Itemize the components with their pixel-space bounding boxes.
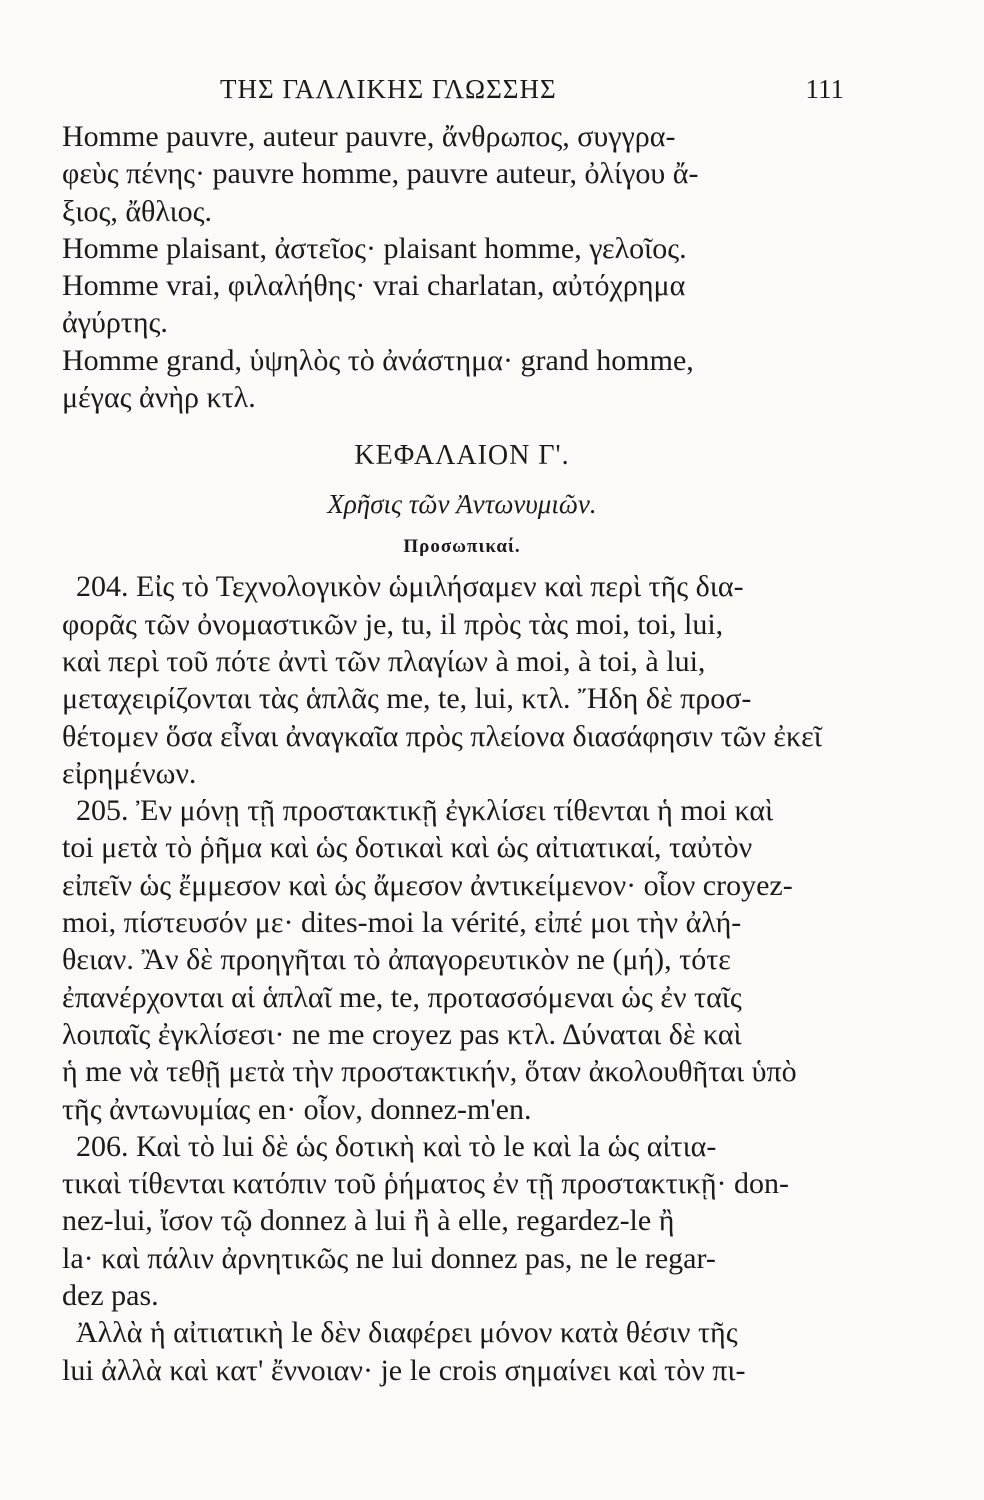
paragraph-205-line: 205. Ἐν μόνῃ τῇ προστακτικῇ ἐγκλίσει τίθενται ἡ moi καὶ bbox=[76, 794, 774, 828]
text-line: καὶ περὶ τοῦ πότε ἀντὶ τῶν πλαγίων à moi, à toi, à lui, bbox=[62, 644, 706, 678]
text-line: ἐπανέρχονται αἱ ἁπλαῖ me, te, προτασσόμεναι ὡς ἐν ταῖς bbox=[62, 980, 742, 1014]
text-line: ἡ me νὰ τεθῇ μετὰ τὴν προστακτικήν, ὅταν ἀκολουθῆται ὑπὸ bbox=[62, 1055, 797, 1089]
text-line: φορᾶς τῶν ὀνομαστικῶν je, tu, il πρὸς τὰς moi, toi, lui, bbox=[62, 607, 724, 641]
text-line: εἰπεῖν ὡς ἔμμεσον καὶ ὡς ἄμεσον ἀντικείμενον· οἷον croyez- bbox=[62, 868, 793, 902]
text-line: Homme plaisant, ἀστεῖος· plaisant homme, γελοῖος. bbox=[62, 231, 687, 265]
text-line: la· καὶ πάλιν ἀρνητικῶς ne lui donnez pas, ne le regar- bbox=[62, 1241, 716, 1275]
running-title: ΤΗΣ ΓΑΛΛΙΚΗΣ ΓΛΩΣΣΗΣ bbox=[220, 74, 557, 104]
text-line: θέτομεν ὅσα εἶναι ἀναγκαῖα πρὸς πλείονα διασάφησιν τῶν ἐκεῖ bbox=[62, 719, 822, 753]
text-line: θειαν. Ἂν δὲ προηγῆται τὸ ἀπαγορευτικὸν ne (μή), τότε bbox=[62, 943, 731, 977]
text-line: τικαὶ τίθενται κατόπιν τοῦ ῥήματος ἐν τῇ προστακτικῇ· don- bbox=[62, 1167, 789, 1201]
text-line: μέγας ἀνὴρ κτλ. bbox=[62, 381, 256, 415]
text-line: λοιπαῖς ἐγκλίσεσι· ne me croyez pas κτλ. Δύναται δὲ καὶ bbox=[62, 1017, 742, 1051]
text-line: ξιος, ἄθλιος. bbox=[62, 194, 213, 228]
section-heading: Προσωπικαί. bbox=[403, 536, 521, 558]
text-line: μεταχειρίζονται τὰς ἁπλᾶς me, te, lui, κτλ. Ἤδη δὲ προσ- bbox=[62, 682, 752, 716]
text-line: εἰρημένων. bbox=[62, 756, 197, 790]
chapter-subtitle: Χρῆσις τῶν Ἀντωνυμιῶν. bbox=[327, 489, 597, 520]
text-line: Homme grand, ὑψηλὸς τὸ ἀνάστημα· grand homme, bbox=[62, 343, 694, 377]
paragraph-204-line: 204. Εἰς τὸ Τεχνολογικὸν ὡμιλήσαμεν καὶ περὶ τῆς δια- bbox=[76, 570, 744, 604]
text-line: dez pas. bbox=[62, 1279, 159, 1313]
text-line: Homme vrai, φιλαλήθης· vrai charlatan, αὐτόχρημα bbox=[62, 269, 686, 303]
text-line: τῆς ἀντωνυμίας en· οἷον, donnez-m'en. bbox=[62, 1092, 532, 1126]
text-line: ἀγύρτης. bbox=[62, 306, 168, 340]
text-line: lui ἀλλὰ καὶ κατ' ἔννοιαν· je le crois σημαίνει καὶ τὸν πι- bbox=[62, 1353, 746, 1387]
text-line: Homme pauvre, auteur pauvre, ἄνθρωπος, συγγρα- bbox=[62, 120, 676, 153]
main-text-block bbox=[62, 568, 862, 1389]
paragraph-line: Ἀλλὰ ἡ αἰτιατικὴ le δὲν διαφέρει μόνον κατὰ θέσιν τῆς bbox=[76, 1316, 738, 1350]
intro-block bbox=[62, 118, 862, 416]
chapter-title: ΚΕΦΑΛΑΙΟΝ Γ'. bbox=[354, 440, 570, 472]
page-body bbox=[62, 118, 862, 1389]
page-header bbox=[62, 74, 848, 114]
text-line: nez-lui, ἴσον τῷ donnez à lui ἢ à elle, regardez-le ἢ bbox=[62, 1204, 675, 1238]
text-line: toi μετὰ τὸ ῥῆμα καὶ ὡς δοτικαὶ καὶ ὡς αἰτιατικαί, ταὐτὸν bbox=[62, 831, 753, 865]
text-line: moi, πίστευσόν με· dites-moi la vérité, εἰπέ μοι τὴν ἀλή- bbox=[62, 906, 742, 940]
page-number: 111 bbox=[805, 74, 844, 104]
paragraph-206-line: 206. Καὶ τὸ lui δὲ ὡς δοτικὴ καὶ τὸ le καὶ la ὡς αἰτια- bbox=[76, 1129, 717, 1163]
text-line: φεὺς πένης· pauvre homme, pauvre auteur, ὀλίγου ἄ- bbox=[62, 157, 699, 191]
